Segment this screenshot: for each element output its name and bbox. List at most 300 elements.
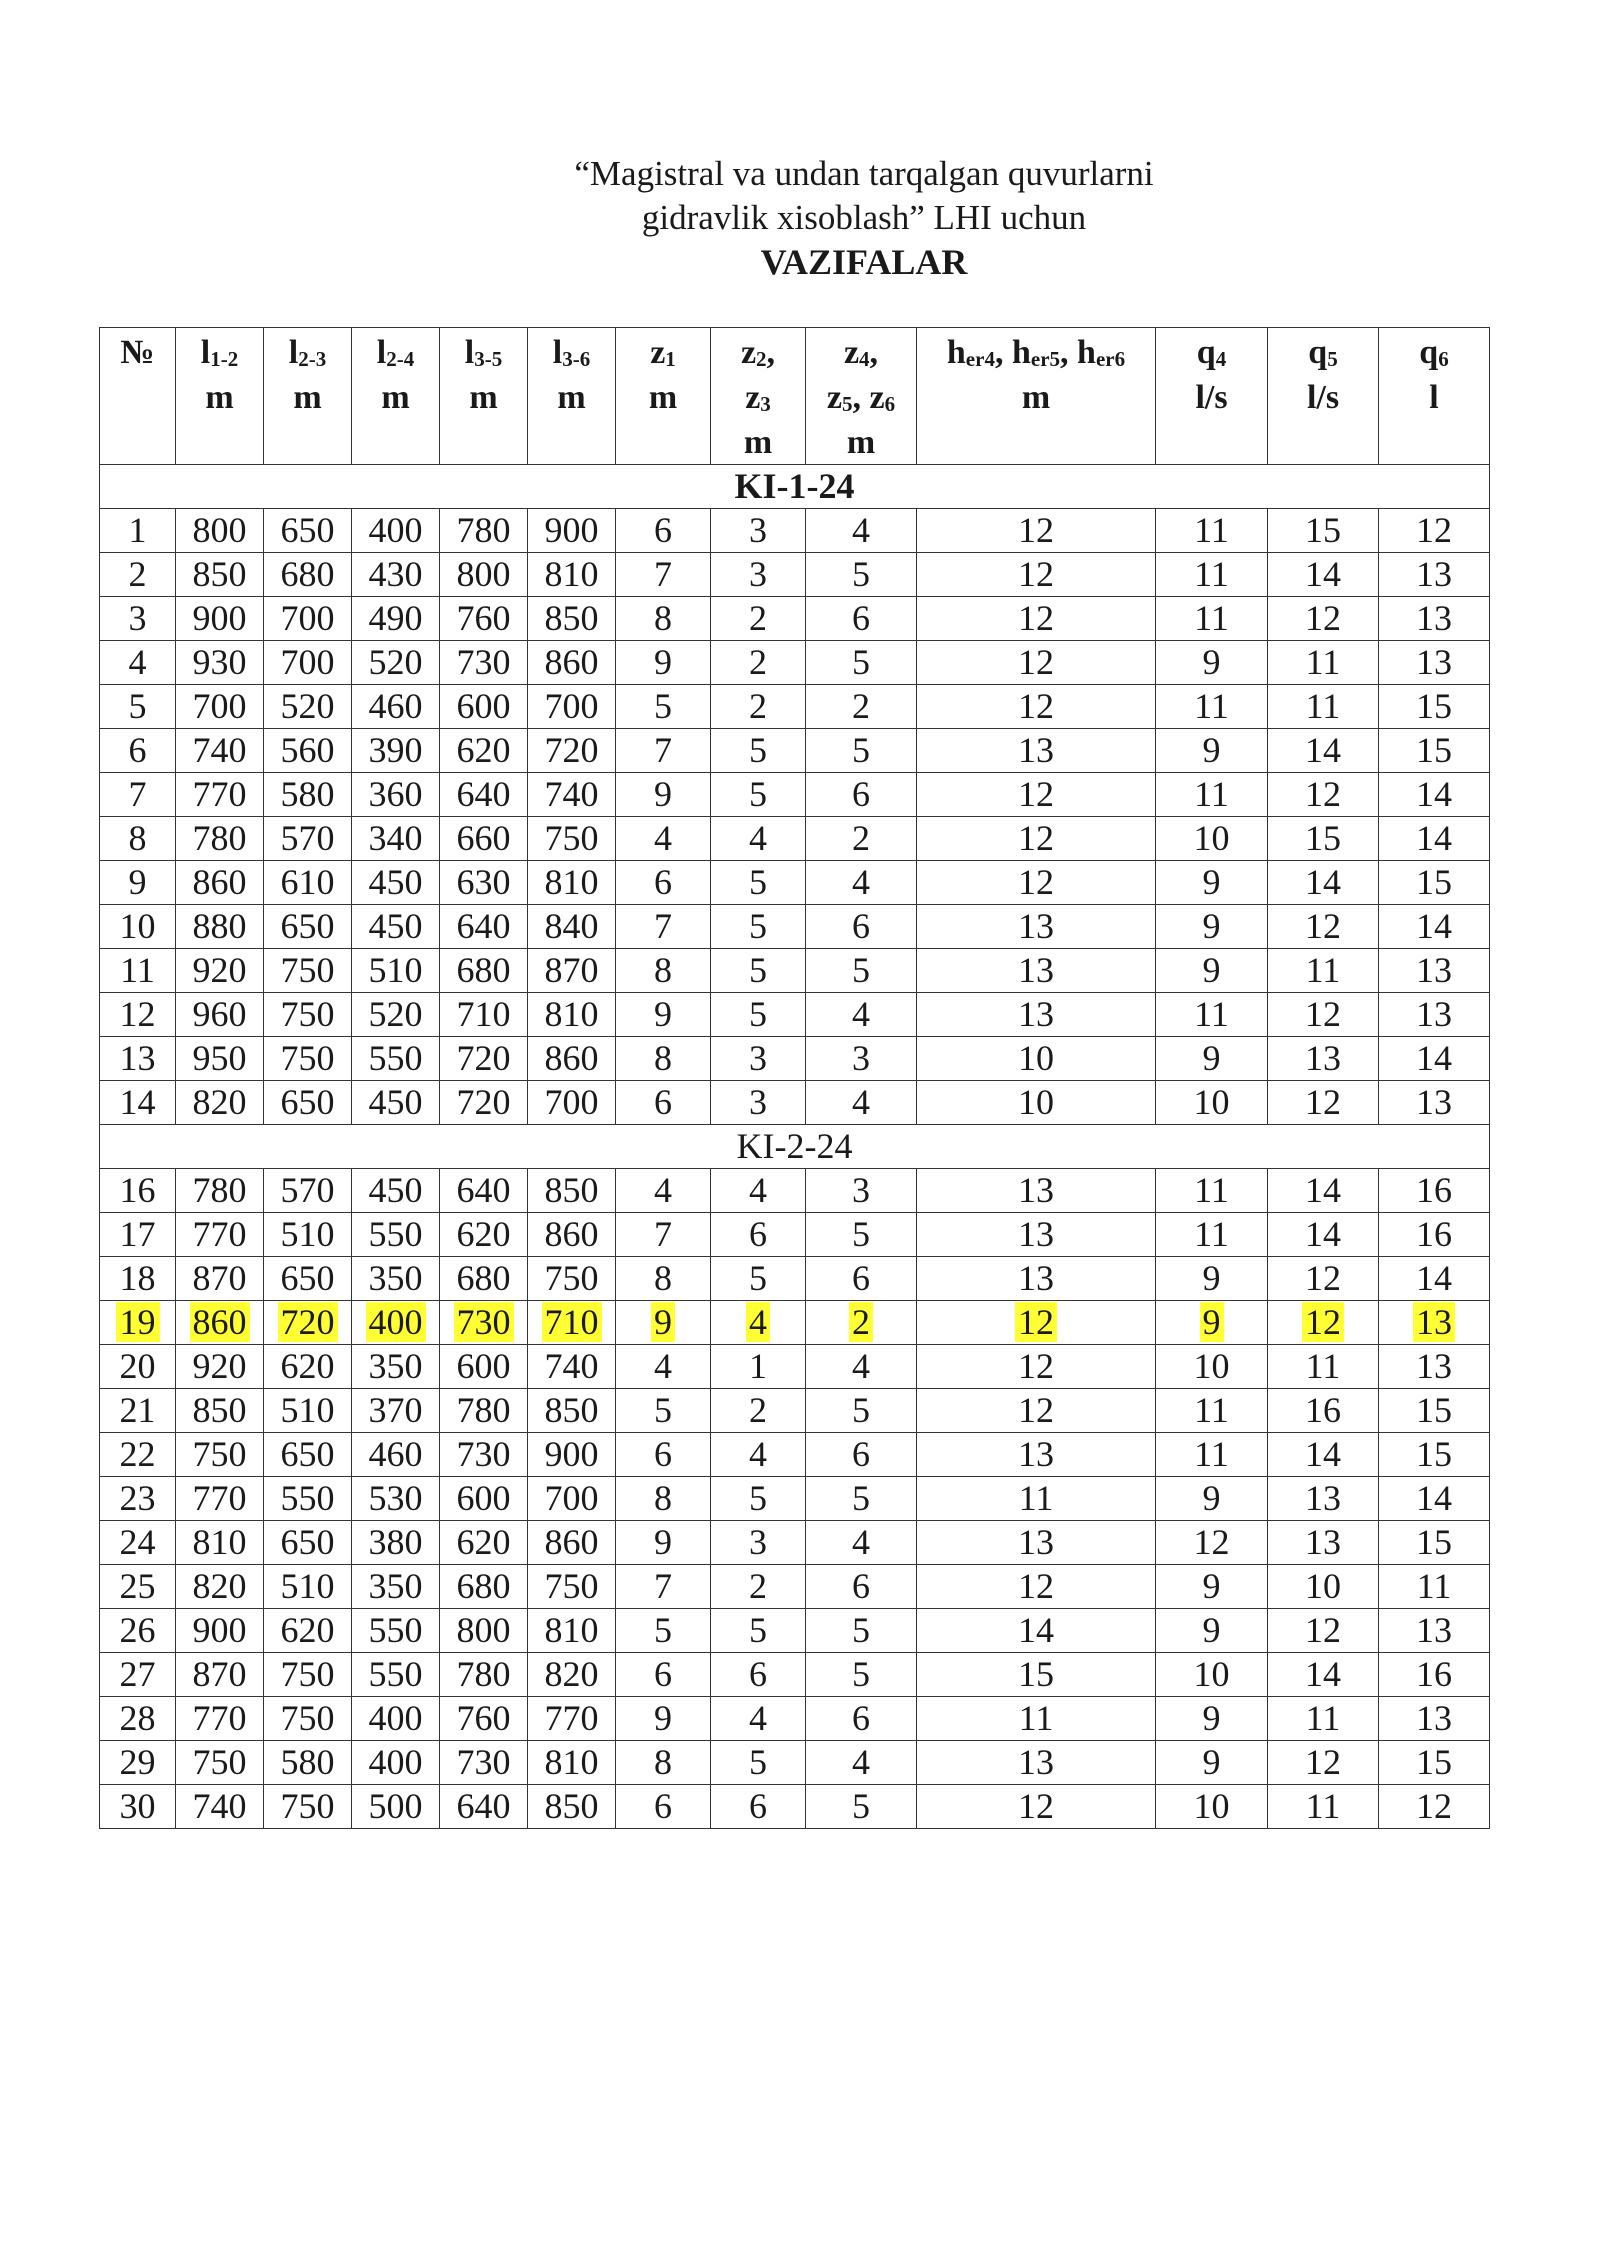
row-number [100, 1301, 176, 1345]
table-cell: 12 [917, 817, 1156, 861]
table-cell: 10 [1156, 1081, 1268, 1125]
table-cell: 16 [1379, 1169, 1490, 1213]
table-cell: 350 [352, 1345, 440, 1389]
table-cell: 11 [917, 1477, 1156, 1521]
table-cell: 350 [352, 1565, 440, 1609]
table-cell: 5 [711, 949, 806, 993]
table-cell: 340 [352, 817, 440, 861]
row-number: 9 [100, 861, 176, 905]
table-cell: 580 [264, 773, 352, 817]
table-cell: 850 [528, 1169, 616, 1213]
table-cell: 780 [176, 1169, 264, 1213]
table-cell: 15 [1268, 817, 1379, 861]
table-cell: 680 [440, 1257, 528, 1301]
table-cell: 12 [917, 553, 1156, 597]
column-subscript: 2-4 [386, 347, 415, 371]
table-row [100, 597, 1490, 641]
column-subscript: 4 [859, 347, 870, 371]
table-cell: 730 [440, 1741, 528, 1785]
table-cell: 13 [917, 729, 1156, 773]
table-cell: 750 [264, 1785, 352, 1829]
row-number: 16 [100, 1169, 176, 1213]
heading-line-1: “Magistral va undan tarqalgan quvurlarni [574, 154, 1154, 193]
table-cell: 11 [1156, 1433, 1268, 1477]
column-header-symbol [1379, 332, 1489, 377]
table-cell: 570 [264, 1169, 352, 1213]
table-cell: 700 [528, 1477, 616, 1521]
highlighted-value: 12 [1015, 1302, 1057, 1342]
table-cell [1268, 1301, 1379, 1345]
table-cell: 750 [176, 1433, 264, 1477]
table-cell: 560 [264, 729, 352, 773]
table-row [100, 1213, 1490, 1257]
table-cell: 720 [440, 1081, 528, 1125]
table-row [100, 817, 1490, 861]
table-cell: 650 [264, 1433, 352, 1477]
table-cell: 5 [806, 641, 917, 685]
table-row [100, 1037, 1490, 1081]
row-number: 18 [100, 1257, 176, 1301]
table-cell [616, 1301, 711, 1345]
table-cell: 510 [352, 949, 440, 993]
table-cell: 430 [352, 553, 440, 597]
table-cell: 12 [917, 1785, 1156, 1829]
table-cell: 5 [616, 685, 711, 729]
table-cell: 15 [1379, 1389, 1490, 1433]
table-cell: 12 [917, 509, 1156, 553]
table-cell: 9 [1156, 1477, 1268, 1521]
table-cell: 360 [352, 773, 440, 817]
table-cell: 510 [264, 1565, 352, 1609]
table-cell: 2 [711, 1565, 806, 1609]
heading-line-2: gidravlik xisoblash” LHI uchun [641, 198, 1087, 237]
table-cell: 4 [616, 817, 711, 861]
column-subscript: er4 [965, 347, 995, 371]
table-cell: 12 [1268, 1257, 1379, 1301]
column-subscript: 3 [760, 392, 771, 416]
table-cell: 530 [352, 1477, 440, 1521]
table-cell: 10 [917, 1037, 1156, 1081]
column-symbol: l [376, 334, 387, 371]
table-cell: 450 [352, 1169, 440, 1213]
table-row [100, 1741, 1490, 1785]
table-cell: 770 [176, 1213, 264, 1257]
table-cell: 13 [917, 949, 1156, 993]
row-number: 13 [100, 1037, 176, 1081]
table-cell [1156, 1301, 1268, 1345]
row-number: 25 [100, 1565, 176, 1609]
table-cell: 13 [917, 1741, 1156, 1785]
table-cell: 6 [806, 1433, 917, 1477]
table-row [100, 861, 1490, 905]
table-cell: 5 [711, 729, 806, 773]
table-cell: 770 [176, 773, 264, 817]
table-cell: 12 [1268, 993, 1379, 1037]
row-number: 22 [100, 1433, 176, 1477]
table-cell: 550 [352, 1653, 440, 1697]
section-row [100, 1125, 1490, 1169]
table-cell: 800 [440, 553, 528, 597]
section-title: KI-2-24 [100, 1125, 1490, 1169]
table-cell: 520 [352, 993, 440, 1037]
table-cell: 5 [806, 1477, 917, 1521]
column-header [1268, 328, 1379, 465]
table-cell: 10 [1156, 1345, 1268, 1389]
table-cell: 2 [806, 685, 917, 729]
table-cell: 650 [264, 905, 352, 949]
table-cell: 12 [917, 773, 1156, 817]
table-cell: 510 [264, 1389, 352, 1433]
table-cell: 5 [711, 905, 806, 949]
table-cell: 7 [616, 1565, 711, 1609]
table-cell: 6 [616, 1785, 711, 1829]
table-cell: 12 [917, 641, 1156, 685]
table-cell: 11 [1268, 1345, 1379, 1389]
column-subscript: 6 [1438, 347, 1449, 371]
table-cell: 580 [264, 1741, 352, 1785]
table-cell: 640 [440, 773, 528, 817]
column-symbol: h [946, 334, 966, 371]
table-cell: 6 [616, 509, 711, 553]
table-cell: 3 [806, 1169, 917, 1213]
table-cell: 9 [1156, 1037, 1268, 1081]
table-cell: 610 [264, 861, 352, 905]
table-cell: 920 [176, 1345, 264, 1389]
table-cell: 5 [806, 1653, 917, 1697]
table-cell: 600 [440, 685, 528, 729]
table-cell: 860 [528, 1521, 616, 1565]
column-header-symbol-2 [806, 377, 916, 422]
table-row [100, 949, 1490, 993]
table-cell: 8 [616, 1477, 711, 1521]
table-cell: 4 [711, 1697, 806, 1741]
row-number: 21 [100, 1389, 176, 1433]
table-cell: 14 [1379, 773, 1490, 817]
column-unit: m [648, 379, 678, 416]
table-cell: 750 [264, 1037, 352, 1081]
column-symbol: l [552, 334, 563, 371]
table-cell: 11 [1268, 641, 1379, 685]
table-cell: 640 [440, 905, 528, 949]
table-cell: 13 [1379, 993, 1490, 1037]
table-cell: 700 [528, 685, 616, 729]
table-cell: 2 [806, 817, 917, 861]
table-cell: 12 [917, 1345, 1156, 1389]
table-cell: 14 [1268, 861, 1379, 905]
table-cell: 15 [917, 1653, 1156, 1697]
table-cell: 3 [711, 1081, 806, 1125]
column-header [711, 328, 806, 465]
table-cell: 15 [1379, 1433, 1490, 1477]
table-cell: 13 [1379, 641, 1490, 685]
table-cell: 11 [1268, 1697, 1379, 1741]
table-cell: 12 [917, 597, 1156, 641]
table-cell: 13 [917, 1169, 1156, 1213]
table-cell: 960 [176, 993, 264, 1037]
table-cell: 750 [528, 817, 616, 861]
table-cell: 6 [806, 1565, 917, 1609]
table-cell: 370 [352, 1389, 440, 1433]
table-row [100, 1697, 1490, 1741]
table-cell: 12 [1268, 1609, 1379, 1653]
column-symbol: l [288, 334, 299, 371]
column-unit: l/s [1306, 379, 1340, 416]
column-subscript: 3-6 [562, 347, 591, 371]
table-cell: 12 [1156, 1521, 1268, 1565]
column-subscript: 6 [884, 392, 896, 416]
column-header-symbol [1268, 332, 1378, 377]
table-row [100, 1433, 1490, 1477]
table-cell: 14 [917, 1609, 1156, 1653]
row-number: 2 [100, 553, 176, 597]
table-cell: 9 [1156, 1609, 1268, 1653]
table-cell [917, 1301, 1156, 1345]
table-cell: 11 [1268, 1785, 1379, 1829]
table-cell: 14 [1379, 1477, 1490, 1521]
table-cell: 12 [1268, 597, 1379, 641]
table-cell: 14 [1379, 817, 1490, 861]
row-number: 28 [100, 1697, 176, 1741]
table-cell: 11 [1156, 773, 1268, 817]
table-cell: 13 [1268, 1037, 1379, 1081]
table-cell: 750 [528, 1565, 616, 1609]
column-subscript: er5 [1030, 347, 1061, 371]
table-row [100, 1389, 1490, 1433]
highlighted-value: 12 [1302, 1302, 1344, 1342]
table-cell: 13 [1379, 1345, 1490, 1389]
table-cell: 12 [917, 1389, 1156, 1433]
table-cell: 7 [616, 1213, 711, 1257]
table-body [100, 465, 1490, 1829]
table-cell: 770 [176, 1477, 264, 1521]
column-subscript: 5 [842, 392, 853, 416]
table-cell: 810 [528, 553, 616, 597]
highlighted-value: 860 [190, 1302, 250, 1342]
table-cell: 2 [711, 597, 806, 641]
table-cell: 620 [440, 729, 528, 773]
table-cell: 640 [440, 1169, 528, 1213]
table-cell: 400 [352, 509, 440, 553]
table-cell: 2 [711, 641, 806, 685]
column-header [176, 328, 264, 465]
table-cell [711, 1301, 806, 1345]
column-header-symbol [264, 332, 351, 377]
table-row [100, 1521, 1490, 1565]
table-cell: 3 [711, 509, 806, 553]
column-unit: m [743, 424, 773, 461]
table-cell: 9 [616, 773, 711, 817]
column-unit: m [846, 424, 876, 461]
table-cell: 6 [806, 1257, 917, 1301]
column-header-symbol [616, 332, 710, 377]
row-number: 29 [100, 1741, 176, 1785]
table-cell: 5 [711, 1609, 806, 1653]
table-cell: 920 [176, 949, 264, 993]
column-subscript: 3-5 [474, 347, 503, 371]
column-symbol: z [826, 379, 842, 416]
column-subscript: 5 [1327, 347, 1338, 371]
table-cell [1379, 1301, 1490, 1345]
table-cell: 8 [616, 1741, 711, 1785]
column-unit: m [205, 379, 234, 416]
table-cell: 5 [711, 1741, 806, 1785]
highlighted-value: 4 [746, 1302, 770, 1342]
table-cell: 14 [1268, 1169, 1379, 1213]
table-cell: 6 [806, 773, 917, 817]
table-cell: 8 [616, 949, 711, 993]
table-cell: 760 [440, 1697, 528, 1741]
table-cell: 800 [440, 1609, 528, 1653]
table-cell: 3 [806, 1037, 917, 1081]
table-cell: 5 [806, 1389, 917, 1433]
table-cell: 5 [711, 861, 806, 905]
row-number: 5 [100, 685, 176, 729]
table-cell: 9 [1156, 1697, 1268, 1741]
table-cell: 820 [176, 1565, 264, 1609]
row-number: 1 [100, 509, 176, 553]
column-symbol: l [200, 334, 211, 371]
column-header [100, 328, 176, 465]
table-cell: 5 [806, 1609, 917, 1653]
table-cell: 9 [1156, 1741, 1268, 1785]
table-cell: 750 [176, 1741, 264, 1785]
table-cell: 450 [352, 905, 440, 949]
table-cell: 9 [1156, 1565, 1268, 1609]
table-cell: 860 [528, 641, 616, 685]
column-unit: m [469, 379, 498, 416]
table-cell: 6 [616, 1653, 711, 1697]
table-row [100, 905, 1490, 949]
table-cell: 14 [1379, 1037, 1490, 1081]
column-header-symbol [352, 332, 439, 377]
column-separator: , [1060, 334, 1078, 371]
table-cell: 4 [711, 817, 806, 861]
table-cell: 8 [616, 597, 711, 641]
table-cell: 570 [264, 817, 352, 861]
table-cell: 16 [1379, 1653, 1490, 1697]
table-cell: 5 [711, 993, 806, 1037]
table-cell: 11 [1156, 685, 1268, 729]
table-row [100, 1169, 1490, 1213]
table-cell: 550 [352, 1609, 440, 1653]
row-number: 14 [100, 1081, 176, 1125]
table-cell: 11 [1379, 1565, 1490, 1609]
column-symbol: № [120, 334, 155, 371]
table-cell: 13 [917, 1521, 1156, 1565]
table-cell: 450 [352, 1081, 440, 1125]
table-cell: 12 [1268, 1741, 1379, 1785]
table-row [100, 1609, 1490, 1653]
table-cell: 5 [616, 1389, 711, 1433]
column-subscript: 4 [1215, 347, 1227, 371]
column-symbol: h [1077, 334, 1096, 371]
table-cell: 7 [616, 553, 711, 597]
section-title: KI-1-24 [100, 465, 1490, 509]
column-header [806, 328, 917, 465]
table-cell: 750 [528, 1257, 616, 1301]
table-cell: 15 [1379, 729, 1490, 773]
table-cell: 9 [1156, 729, 1268, 773]
table-cell [528, 1301, 616, 1345]
table-cell: 14 [1379, 905, 1490, 949]
table-cell: 14 [1379, 1257, 1490, 1301]
table-cell: 9 [1156, 1257, 1268, 1301]
table-cell: 620 [264, 1345, 352, 1389]
table-cell: 6 [711, 1785, 806, 1829]
table-cell: 4 [616, 1169, 711, 1213]
table-row [100, 1785, 1490, 1829]
table-cell [264, 1301, 352, 1345]
row-number: 10 [100, 905, 176, 949]
column-symbol: q [1196, 334, 1216, 371]
table-cell: 810 [528, 861, 616, 905]
table-cell: 12 [1379, 509, 1490, 553]
table-cell: 14 [1268, 1213, 1379, 1257]
column-subscript: 2 [756, 347, 767, 371]
table-cell: 5 [806, 1785, 917, 1829]
table-cell: 15 [1379, 1741, 1490, 1785]
table-cell: 11 [1156, 509, 1268, 553]
table-cell: 11 [1156, 993, 1268, 1037]
table-cell: 4 [806, 1345, 917, 1389]
table-cell: 600 [440, 1345, 528, 1389]
table-cell: 680 [440, 949, 528, 993]
table-cell: 4 [806, 1521, 917, 1565]
highlighted-value: 730 [454, 1302, 514, 1342]
table-cell: 9 [1156, 949, 1268, 993]
table-cell: 780 [440, 1389, 528, 1433]
table-cell: 850 [528, 1389, 616, 1433]
table-cell: 710 [440, 993, 528, 1037]
table-cell: 6 [806, 1697, 917, 1741]
column-header [352, 328, 440, 465]
table-cell: 900 [528, 1433, 616, 1477]
table-row [100, 1345, 1490, 1389]
table-cell: 620 [440, 1213, 528, 1257]
table-cell: 550 [264, 1477, 352, 1521]
column-header-symbol [711, 332, 805, 377]
table-cell: 950 [176, 1037, 264, 1081]
table-cell: 12 [917, 1565, 1156, 1609]
table-cell: 12 [1379, 1785, 1490, 1829]
table-cell: 850 [176, 1389, 264, 1433]
table-cell: 850 [528, 1785, 616, 1829]
table-cell: 6 [806, 597, 917, 641]
table-cell: 12 [1268, 1081, 1379, 1125]
column-separator: , [852, 379, 870, 416]
table-cell: 760 [440, 597, 528, 641]
table-cell: 4 [711, 1169, 806, 1213]
table-cell: 11 [1156, 1389, 1268, 1433]
table-cell: 750 [264, 1697, 352, 1741]
table-cell: 850 [528, 597, 616, 641]
table-cell: 400 [352, 1697, 440, 1741]
table-cell: 650 [264, 509, 352, 553]
table-cell: 13 [917, 1213, 1156, 1257]
table-cell: 13 [917, 905, 1156, 949]
table-cell: 510 [264, 1213, 352, 1257]
table-cell: 730 [440, 1433, 528, 1477]
table-cell: 13 [917, 993, 1156, 1037]
table-cell: 350 [352, 1257, 440, 1301]
table-cell: 10 [1156, 817, 1268, 861]
column-separator: , [869, 334, 879, 371]
assignments-table [99, 327, 1490, 1829]
table-cell: 13 [1379, 1697, 1490, 1741]
row-number: 11 [100, 949, 176, 993]
column-header [917, 328, 1156, 465]
table-cell: 4 [806, 1741, 917, 1785]
